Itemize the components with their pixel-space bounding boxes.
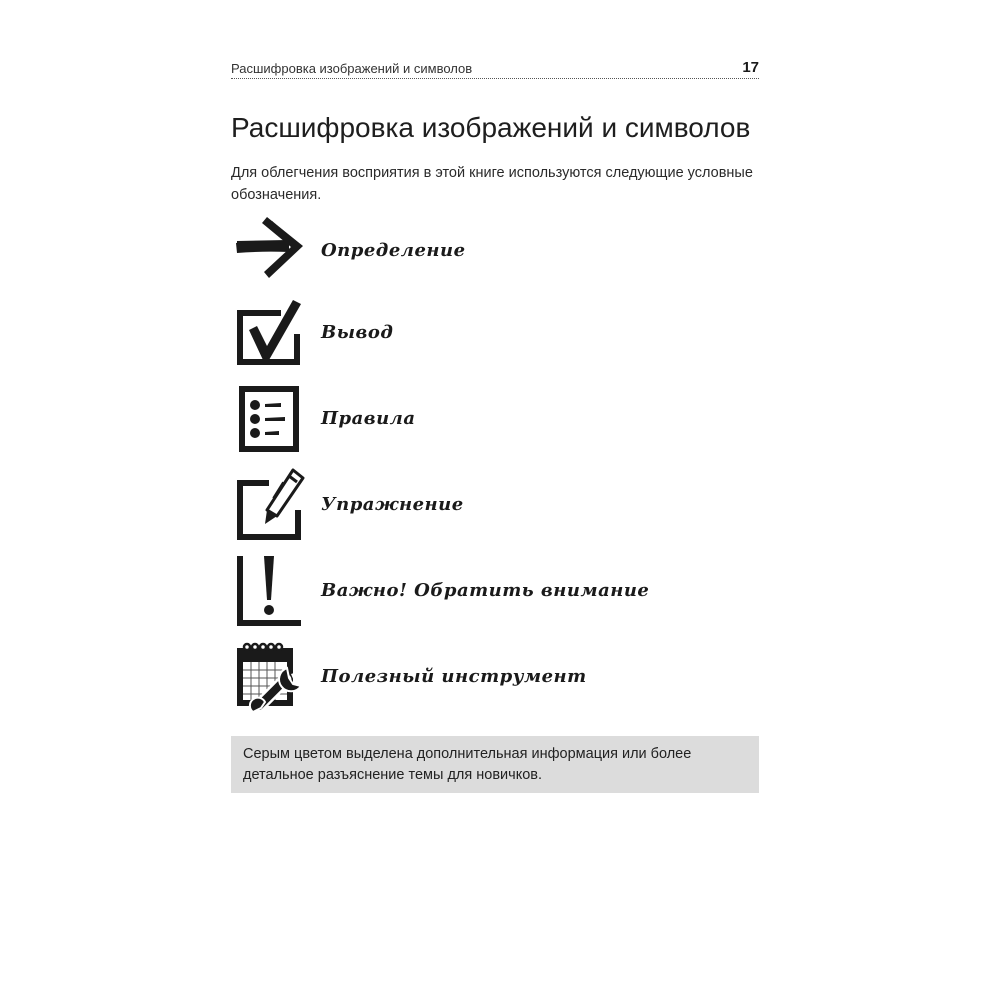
pencil-box-icon bbox=[231, 466, 307, 542]
book-page bbox=[231, 54, 759, 783]
arrow-right-icon bbox=[231, 212, 307, 288]
legend-item-rules bbox=[231, 380, 759, 456]
legend-item-conclusion bbox=[231, 294, 759, 370]
legend-item-definition bbox=[231, 212, 759, 288]
legend-item-tool bbox=[231, 638, 759, 714]
legend-label: Вывод bbox=[321, 321, 394, 343]
checklist-icon bbox=[231, 380, 307, 456]
chapter-title: Расшифровка изображений и символов bbox=[231, 112, 751, 143]
legend-item-important bbox=[231, 552, 759, 628]
legend-label: Определение bbox=[321, 239, 466, 261]
running-head bbox=[231, 54, 759, 79]
legend-item-exercise bbox=[231, 466, 759, 542]
legend-label: Упражнение bbox=[321, 493, 464, 515]
exclamation-icon bbox=[231, 552, 307, 628]
running-head-title: Расшифровка изображений и символов bbox=[231, 61, 473, 76]
info-note-box: Серым цветом выделена дополнительная информация или более детальное разъяснение темы для новичков. bbox=[231, 736, 759, 793]
calendar-wrench-icon bbox=[231, 638, 307, 714]
intro-paragraph: Для облегчения восприятия в этой книге используются следующие условные обозначения. bbox=[231, 165, 753, 203]
checkbox-check-icon bbox=[231, 294, 307, 370]
legend-label: Полезный инструмент bbox=[321, 665, 587, 687]
page-number: 17 bbox=[742, 59, 759, 76]
legend-label: Важно! Обратить внимание bbox=[321, 579, 650, 601]
legend-label: Правила bbox=[321, 407, 416, 429]
